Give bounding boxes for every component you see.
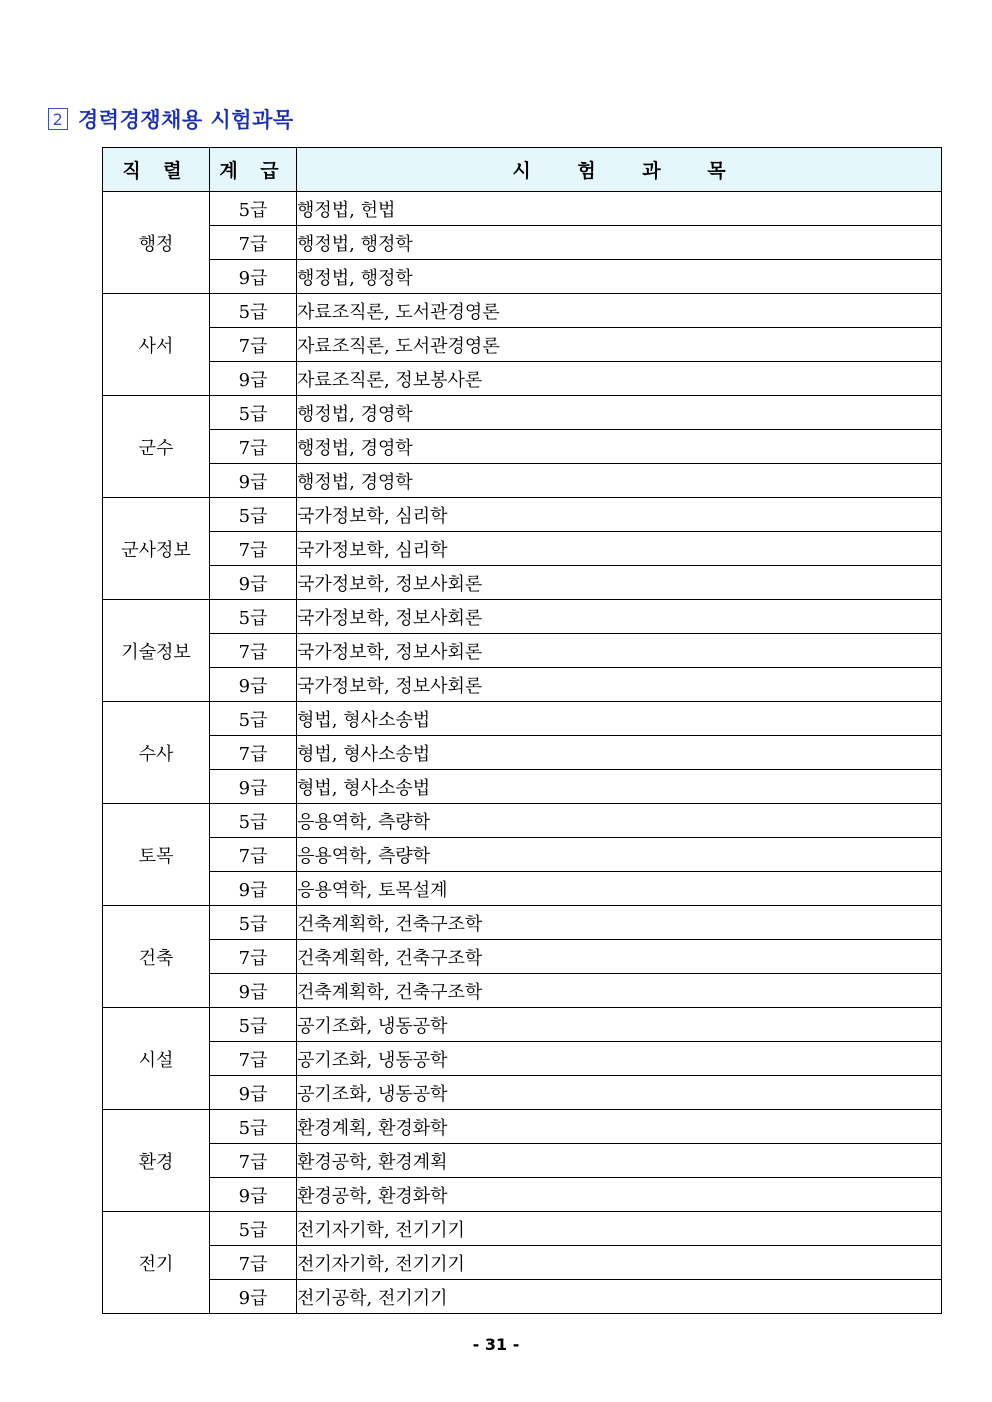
subjects-cell: 국가정보학, 정보사회론 [297,600,942,634]
jikryeol-cell: 수사 [103,702,210,804]
table-row [103,498,942,532]
jikryeol-cell: 기술정보 [103,600,210,702]
subjects-cell: 공기조화, 냉동공학 [297,1008,942,1042]
table-body [103,192,942,1314]
table-row [103,634,942,668]
section-title: 경력경쟁채용 시험과목 [78,108,294,132]
subjects-cell: 행정법, 경영학 [297,396,942,430]
grade-cell: 5급 [210,1008,297,1042]
subjects-cell: 국가정보학, 정보사회론 [297,668,942,702]
exam-subjects-table [102,147,942,1314]
grade-cell: 9급 [210,1076,297,1110]
grade-cell: 5급 [210,1212,297,1246]
table-row [103,1042,942,1076]
table-row [103,736,942,770]
table-row [103,974,942,1008]
subjects-cell: 국가정보학, 심리학 [297,532,942,566]
header-grade: 계 급 [210,148,297,192]
subjects-cell: 형법, 형사소송법 [297,702,942,736]
grade-cell: 7급 [210,226,297,260]
table-row [103,464,942,498]
grade-cell: 9급 [210,872,297,906]
grade-cell: 5급 [210,804,297,838]
table-row [103,906,942,940]
table-row [103,804,942,838]
subjects-cell: 건축계획학, 건축구조학 [297,940,942,974]
subjects-cell: 형법, 형사소송법 [297,770,942,804]
header-subjects: 시 험 과 목 [297,148,942,192]
grade-cell: 7급 [210,1144,297,1178]
grade-cell: 7급 [210,328,297,362]
grade-cell: 9급 [210,566,297,600]
subjects-cell: 환경공학, 환경화학 [297,1178,942,1212]
grade-cell: 5급 [210,702,297,736]
jikryeol-cell: 군수 [103,396,210,498]
subjects-cell: 행정법, 행정학 [297,260,942,294]
table-row [103,294,942,328]
subjects-cell: 행정법, 경영학 [297,464,942,498]
subjects-cell: 전기공학, 전기기기 [297,1280,942,1314]
table-row [103,1110,942,1144]
jikryeol-cell: 환경 [103,1110,210,1212]
table-row [103,532,942,566]
table-row [103,260,942,294]
jikryeol-cell: 시설 [103,1008,210,1110]
table-row [103,838,942,872]
subjects-cell: 국가정보학, 정보사회론 [297,566,942,600]
header-jikryeol: 직 렬 [103,148,210,192]
subjects-cell: 응용역학, 토목설계 [297,872,942,906]
grade-cell: 7급 [210,940,297,974]
jikryeol-cell: 군사정보 [103,498,210,600]
subjects-cell: 전기자기학, 전기기기 [297,1212,942,1246]
grade-cell: 5급 [210,498,297,532]
subjects-cell: 전기자기학, 전기기기 [297,1246,942,1280]
grade-cell: 9급 [210,362,297,396]
grade-cell: 5급 [210,294,297,328]
subjects-cell: 공기조화, 냉동공학 [297,1042,942,1076]
jikryeol-cell: 전기 [103,1212,210,1314]
page-number: - 31 - [472,1335,520,1354]
table-row [103,226,942,260]
grade-cell: 7급 [210,532,297,566]
table-row [103,1246,942,1280]
grade-cell: 7급 [210,430,297,464]
jikryeol-cell: 행정 [103,192,210,294]
table-row [103,1008,942,1042]
subjects-cell: 국가정보학, 정보사회론 [297,634,942,668]
grade-cell: 7급 [210,1042,297,1076]
jikryeol-cell: 건축 [103,906,210,1008]
section-heading [48,104,294,134]
table-row [103,362,942,396]
grade-cell: 5급 [210,192,297,226]
subjects-cell: 응용역학, 측량학 [297,804,942,838]
grade-cell: 9급 [210,260,297,294]
section-number-box: 2 [48,108,68,130]
subjects-cell: 자료조직론, 도서관경영론 [297,294,942,328]
subjects-cell: 자료조직론, 도서관경영론 [297,328,942,362]
grade-cell: 5급 [210,1110,297,1144]
table-row [103,566,942,600]
table-row [103,396,942,430]
table-row [103,1144,942,1178]
subjects-cell: 공기조화, 냉동공학 [297,1076,942,1110]
subjects-cell: 행정법, 행정학 [297,226,942,260]
subjects-cell: 환경계획, 환경화학 [297,1110,942,1144]
subjects-cell: 건축계획학, 건축구조학 [297,974,942,1008]
grade-cell: 7급 [210,736,297,770]
grade-cell: 9급 [210,1280,297,1314]
table-row [103,1076,942,1110]
table-row [103,770,942,804]
subjects-cell: 행정법, 헌법 [297,192,942,226]
subjects-cell: 국가정보학, 심리학 [297,498,942,532]
subjects-cell: 건축계획학, 건축구조학 [297,906,942,940]
table-row [103,328,942,362]
subjects-cell: 형법, 형사소송법 [297,736,942,770]
jikryeol-cell: 토목 [103,804,210,906]
grade-cell: 9급 [210,464,297,498]
table-row [103,1178,942,1212]
table-header-row [103,148,942,192]
table-row [103,600,942,634]
subjects-cell: 응용역학, 측량학 [297,838,942,872]
subjects-cell: 환경공학, 환경계획 [297,1144,942,1178]
table-row [103,1280,942,1314]
table-row [103,1212,942,1246]
grade-cell: 5급 [210,396,297,430]
subjects-cell: 자료조직론, 정보봉사론 [297,362,942,396]
grade-cell: 5급 [210,906,297,940]
table-row [103,192,942,226]
grade-cell: 9급 [210,770,297,804]
table-row [103,872,942,906]
grade-cell: 7급 [210,1246,297,1280]
jikryeol-cell: 사서 [103,294,210,396]
grade-cell: 7급 [210,634,297,668]
table-row [103,702,942,736]
table-row [103,430,942,464]
grade-cell: 5급 [210,600,297,634]
grade-cell: 9급 [210,974,297,1008]
grade-cell: 9급 [210,668,297,702]
grade-cell: 7급 [210,838,297,872]
grade-cell: 9급 [210,1178,297,1212]
subjects-cell: 행정법, 경영학 [297,430,942,464]
table-row [103,668,942,702]
table-row [103,940,942,974]
